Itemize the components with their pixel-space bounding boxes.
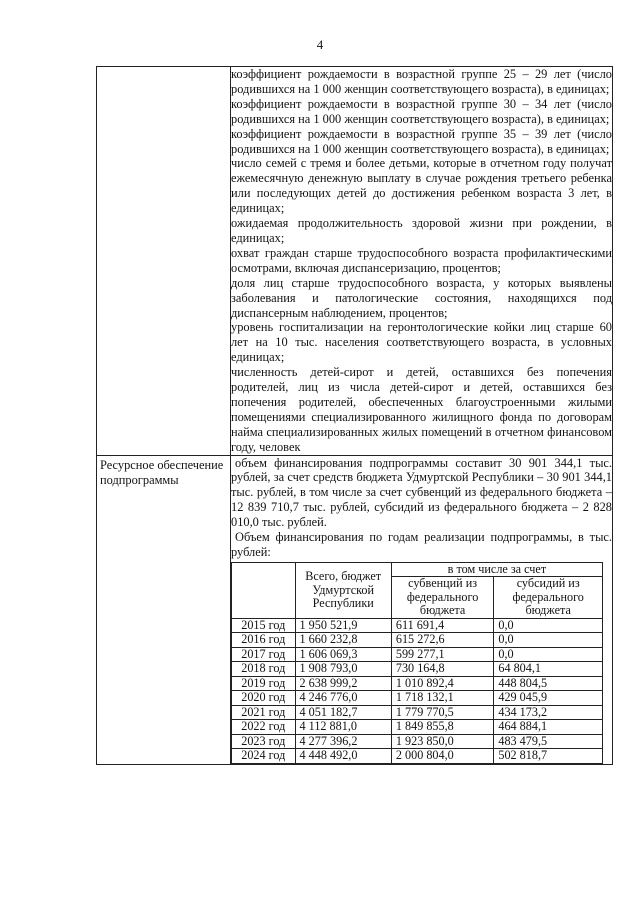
table-row	[232, 662, 603, 677]
year-cell: 2024 год	[232, 749, 296, 764]
total-cell: 4 246 776,0	[295, 691, 391, 706]
indicator-item: доля лиц старше трудоспособного возраста, у которых выявлены заболевания и патологические состояния, находящихся под диспансерным наблюдением, процентов;	[231, 275, 612, 320]
total-cell: 4 448 492,0	[295, 749, 391, 764]
table-row	[232, 749, 603, 764]
indicators-list	[231, 67, 613, 456]
year-cell: 2020 год	[232, 691, 296, 706]
total-cell: 1 660 232,8	[295, 633, 391, 648]
subventions-cell: 1 010 892,4	[391, 676, 493, 691]
financing-table	[231, 562, 603, 764]
subsidies-cell: 429 045,9	[494, 691, 603, 706]
total-cell: 1 606 069,3	[295, 647, 391, 662]
subventions-cell: 1 923 850,0	[391, 734, 493, 749]
subsidies-cell: 434 173,2	[494, 705, 603, 720]
table-row	[232, 734, 603, 749]
indicator-item: охват граждан старше трудоспособного возраста профилактическими осмотрами, включая диспансеризацию, процентов;	[231, 245, 612, 275]
resource-paragraph-1: объем финансирования подпрограммы составит 30 901 344,1 тыс. рублей, за счет средств бюджета Удмуртской Республики – 30 901 344,1 тыс. рублей, в том числе за счет субвенций из федерального бюджета – 12 839 710,7 тыс. рублей, субсидий из федерального бюджета – 2 828 010,0 тыс. рублей.	[231, 455, 612, 530]
total-cell: 4 112 881,0	[295, 720, 391, 735]
year-cell: 2015 год	[232, 618, 296, 633]
subsidies-cell: 64 804,1	[494, 662, 603, 677]
table-row	[232, 676, 603, 691]
passport-table	[96, 66, 613, 765]
table-row	[232, 647, 603, 662]
financing-body	[232, 618, 603, 763]
resource-label-cell	[97, 455, 231, 764]
year-cell: 2019 год	[232, 676, 296, 691]
year-cell: 2021 год	[232, 705, 296, 720]
subventions-cell: 1 718 132,1	[391, 691, 493, 706]
subsidies-cell: 464 884,1	[494, 720, 603, 735]
subsidies-cell: 0,0	[494, 647, 603, 662]
indicators-row	[97, 67, 613, 456]
resource-content	[231, 455, 613, 764]
indicator-item: уровень госпитализации на геронтологические койки лиц старше 60 лет на 10 тыс. населения соответствующего возраста, в условных единицах;	[231, 320, 612, 365]
year-cell: 2022 год	[232, 720, 296, 735]
table-row	[232, 633, 603, 648]
group-header: в том числе за счет	[391, 562, 602, 577]
resource-row	[97, 455, 613, 764]
subsidies-header: субсидий из федерального бюджета	[494, 577, 603, 619]
indicator-item: коэффициент рождаемости в возрастной группе 35 – 39 лет (число родившихся на 1 000 женщин соответствующего возраста), в единицах;	[231, 126, 612, 156]
subventions-cell: 611 691,4	[391, 618, 493, 633]
table-row	[232, 618, 603, 633]
subsidies-cell: 502 818,7	[494, 749, 603, 764]
total-cell: 1 950 521,9	[295, 618, 391, 633]
subventions-header: субвенций из федерального бюджета	[391, 577, 493, 619]
total-cell: 1 908 793,0	[295, 662, 391, 677]
resource-label: Ресурсное обеспечение подпрограммы	[100, 457, 224, 487]
table-row	[232, 705, 603, 720]
year-cell: 2023 год	[232, 734, 296, 749]
indicator-item: ожидаемая продолжительность здоровой жизни при рождении, в единицах;	[231, 216, 612, 245]
financing-header-row	[232, 562, 603, 577]
indicator-item: число семей с тремя и более детьми, которые в отчетном году получат ежемесячную денежную выплату в случае рождения третьего ребенка или последующих детей до достижения ребенком возраста 3 лет, в единицах;	[231, 156, 612, 216]
indicators-label-cell	[97, 67, 231, 456]
subventions-cell: 615 272,6	[391, 633, 493, 648]
subventions-cell: 1 779 770,5	[391, 705, 493, 720]
resource-paragraph-2: Объем финансирования по годам реализации подпрограммы, в тыс. рублей:	[231, 530, 612, 559]
table-row	[232, 691, 603, 706]
subsidies-cell: 483 479,5	[494, 734, 603, 749]
total-cell: 4 051 182,7	[295, 705, 391, 720]
total-cell: 2 638 999,2	[295, 676, 391, 691]
total-cell: 4 277 396,2	[295, 734, 391, 749]
subventions-cell: 730 164,8	[391, 662, 493, 677]
year-cell: 2016 год	[232, 633, 296, 648]
subventions-cell: 1 849 855,8	[391, 720, 493, 735]
table-row	[232, 720, 603, 735]
year-header	[232, 562, 296, 618]
subsidies-cell: 448 804,5	[494, 676, 603, 691]
page-number: 4	[316, 37, 324, 52]
subventions-cell: 599 277,1	[391, 647, 493, 662]
indicator-item: коэффициент рождаемости в возрастной группе 25 – 29 лет (число родившихся на 1 000 женщин соответствующего возраста), в единицах;	[231, 67, 612, 96]
year-cell: 2018 год	[232, 662, 296, 677]
total-header: Всего, бюджет Удмуртской Республики	[295, 562, 391, 618]
year-cell: 2017 год	[232, 647, 296, 662]
subsidies-cell: 0,0	[494, 618, 603, 633]
subsidies-cell: 0,0	[494, 633, 603, 648]
indicator-item: коэффициент рождаемости в возрастной группе 30 – 34 лет (число родившихся на 1 000 женщин соответствующего возраста), в единицах;	[231, 96, 612, 126]
subventions-cell: 2 000 804,0	[391, 749, 493, 764]
indicator-item: численность детей-сирот и детей, оставшихся без попечения родителей, лиц из числа детей-сирот и детей, оставшихся без попечения родителей, обеспеченных благоустроенными жилыми помещениями специализированного жилищного фонда по договорам найма специализированных жилых помещений в отчетном финансовом году, человек	[231, 365, 612, 454]
